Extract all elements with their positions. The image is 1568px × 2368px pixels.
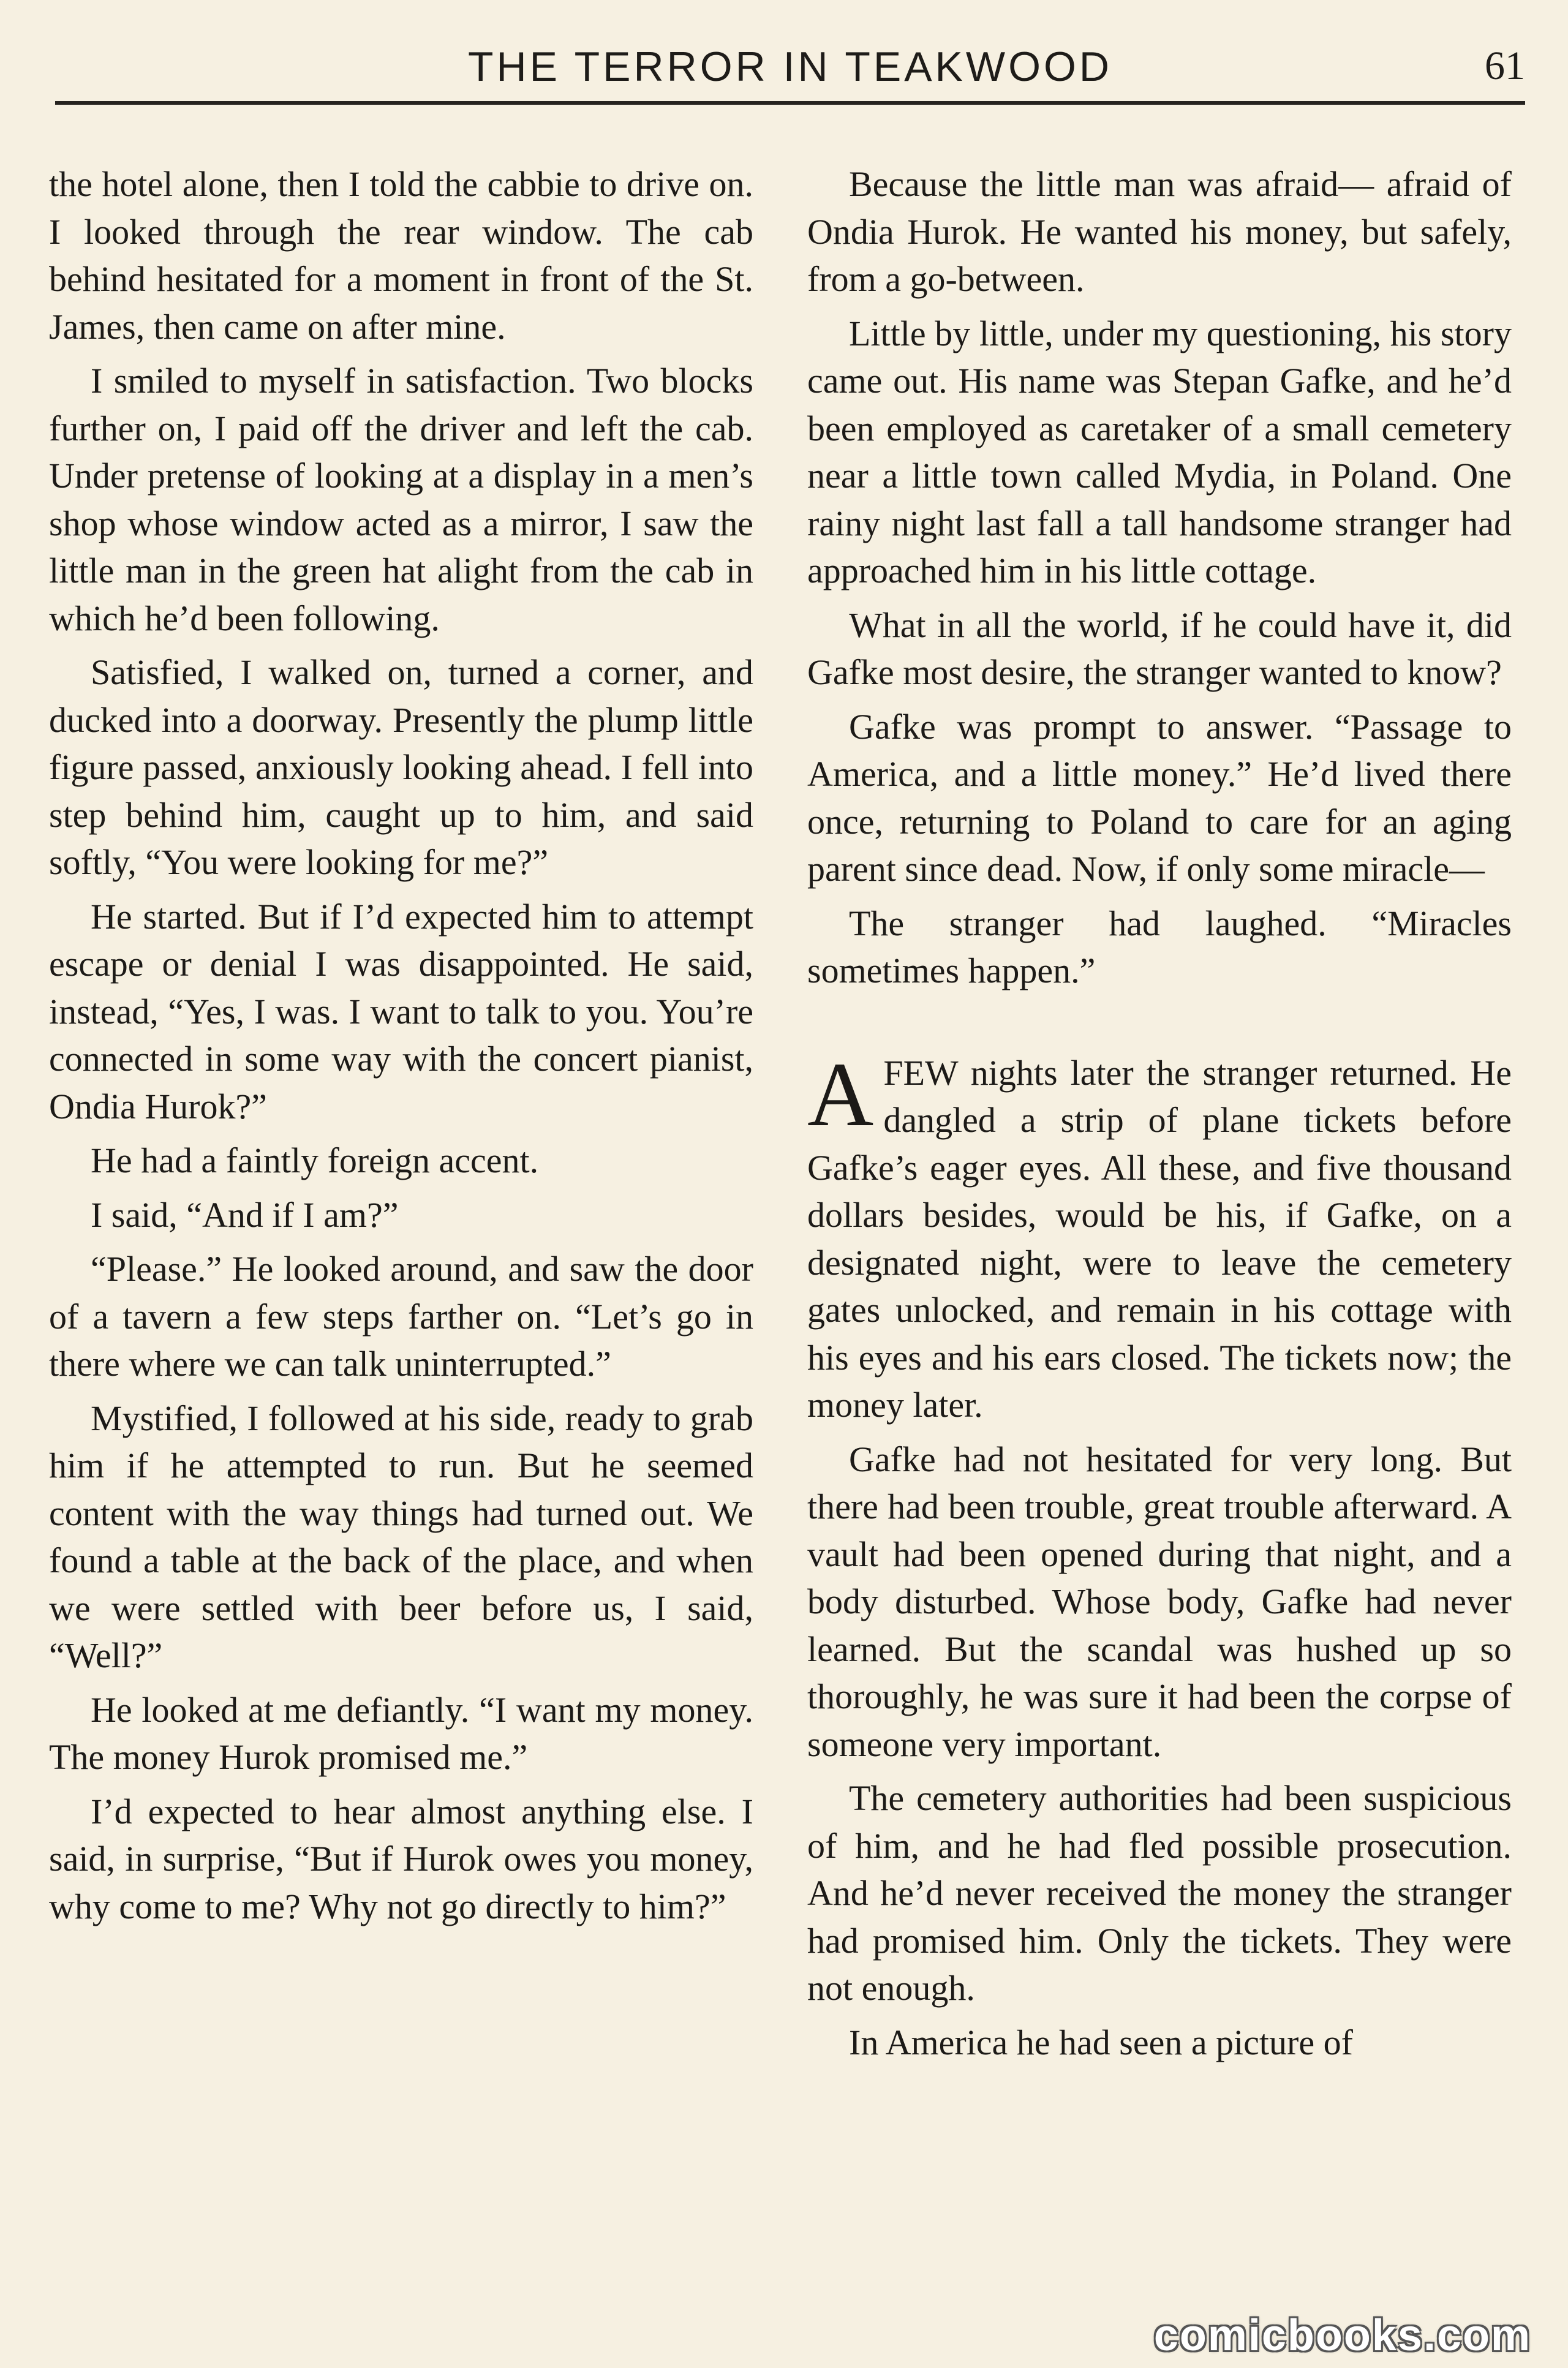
paragraph: Gafke was prompt to answer. “Passage to America, and a little money.” He’d lived there once, returning to Poland to care for an aging parent since dead. Now, if only some miracle— xyxy=(807,706,1512,889)
paragraph: The stranger had laughed. “Miracles sometimes happen.” xyxy=(807,903,1512,990)
section-break xyxy=(807,1001,1512,1049)
right-column xyxy=(807,160,1512,2073)
drop-cap: A xyxy=(807,1043,874,1145)
page-header xyxy=(55,31,1525,98)
paragraph: Mystified, I followed at his side, ready to grab him if he attempted to run. But he seemed content with the way things had turned out. We found a table at the back of the place, and when we were settled with beer before us, I said, “Well?” xyxy=(49,1398,753,1675)
paragraph: Satisfied, I walked on, turned a corner, and ducked into a doorway. Presently the plump little figure passed, anxiously looking ahead. I fell into step behind him, caught up to him, and said softly, “You were looking for me?” xyxy=(49,652,753,882)
left-column xyxy=(49,160,753,1937)
header-rule xyxy=(55,101,1525,105)
paragraph: What in all the world, if he could have it, did Gafke most desire, the stranger wanted to know? xyxy=(807,605,1512,692)
paragraph: the hotel alone, then I told the cabbie to drive on. I looked through the rear window. The cab behind hesitated for a moment in front of the St. James, then came on after mine. xyxy=(49,164,753,347)
page-number: 61 xyxy=(1485,43,1525,88)
paragraph: Gafke had not hesitated for very long. But there had been trouble, great trouble afterward. A vault had been opened during that night, and a body disturbed. Whose body, Gafke had never learned. But the scandal was hushed up so thoroughly, he was sure it had been the corpse of someone very important. xyxy=(807,1439,1512,1764)
drop-cap-paragraph xyxy=(807,1043,1512,1429)
paragraph: I’d expected to hear almost anything else. I said, in surprise, “But if Hurok owes you money, why come to me? Why not go directly to him?” xyxy=(49,1791,753,1926)
watermark-logo: comicbooks.com xyxy=(1153,2311,1531,2360)
paragraph: In America he had seen a picture of xyxy=(849,2022,1353,2062)
paragraph: The cemetery authorities had been suspicious of him, and he had fled possible prosecution. And he’d never received the money the stranger had promised him. Only the tickets. They were not enough. xyxy=(807,1778,1512,2008)
paragraph: Because the little man was afraid— afraid of Ondia Hurok. He wanted his money, but safely, from a go-between. xyxy=(807,164,1512,299)
paragraph: Little by little, under my questioning, his story came out. His name was Stepan Gafke, and he’d been employed as caretaker of a small cemetery near a little town called Mydia, in Poland. One rainy night last fall a tall handsome stranger had approached him in his little cottage. xyxy=(807,313,1512,590)
drop-cap-paragraph-text: FEW nights later the stranger returned. He dangled a strip of plane tickets before Gafke’s eager eyes. All these, and five thousand dollars besides, would be his, if Gafke, on a designated night, were to leave the cemetery gates unlocked, and remain in his cottage with his eyes and his ears closed. The tickets now; the money later. xyxy=(807,1052,1512,1425)
paragraph: I smiled to myself in satisfaction. Two blocks further on, I paid off the driver and left the cab. Under pretense of looking at a display in a men’s shop whose window acted as a mirror, I saw the little man in the green hat alight from the cab in which he’d been following. xyxy=(49,361,753,638)
paragraph: “Please.” He looked around, and saw the door of a tavern a few steps farther on. “Let’s go in there where we can talk uninterrupted.” xyxy=(49,1249,753,1384)
paragraph: I said, “And if I am?” xyxy=(91,1194,399,1235)
paragraph: He looked at me defiantly. “I want my money. The money Hurok promised me.” xyxy=(49,1689,753,1777)
running-title: THE TERROR IN TEAKWOOD xyxy=(467,43,1112,90)
paragraph: He started. But if I’d expected him to attempt escape or denial I was disappointed. He said, instead, “Yes, I was. I want to talk to you. You’re connected in some way with the concert pianist, Ondia Hurok?” xyxy=(49,896,753,1126)
paragraph: He had a faintly foreign accent. xyxy=(91,1141,539,1180)
